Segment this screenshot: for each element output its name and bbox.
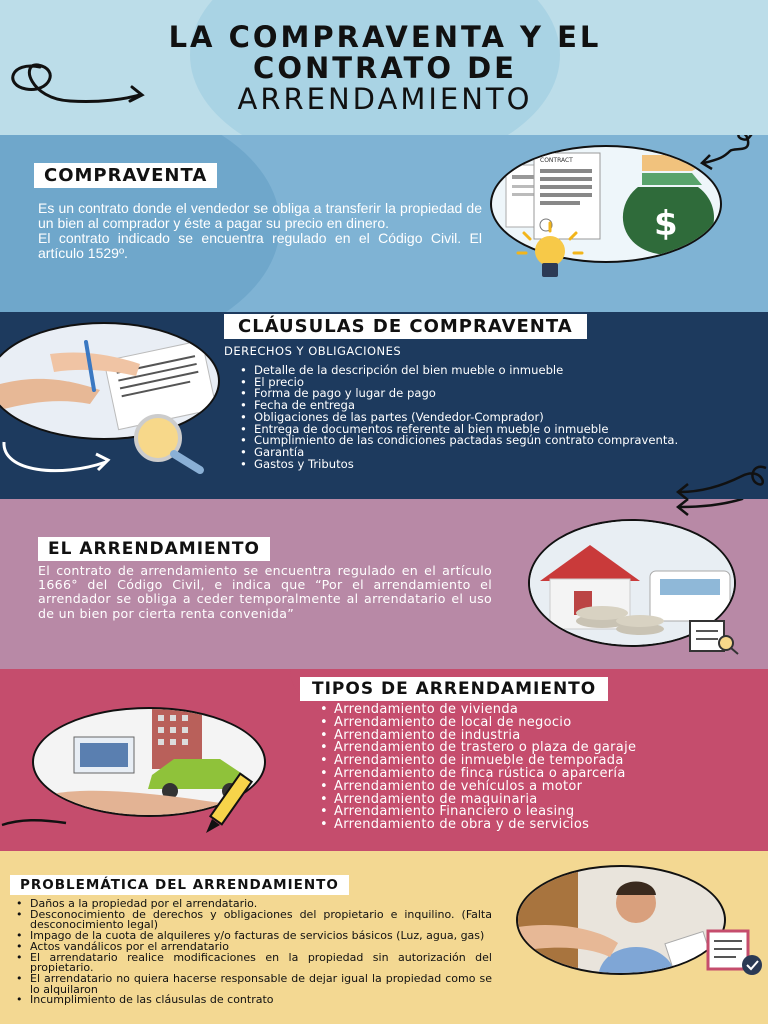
title-line-2: CONTRATO DE — [253, 51, 517, 85]
tipo-item: • Arrendamiento de trastero o plaza de garaje — [316, 742, 730, 755]
tipo-item: • Arrendamiento de obra y de servicios — [316, 819, 730, 832]
tipo-item: • Arrendamiento de vivienda — [316, 704, 730, 717]
clausula-item: • Gastos y Tributos — [236, 459, 736, 471]
curved-arrow-icon — [0, 422, 120, 482]
problematica-list — [12, 899, 492, 1006]
problematica-section — [0, 851, 768, 1024]
clausula-item: • Garantía — [236, 447, 736, 459]
clausula-item: • Forma de pago y lugar de pago — [236, 388, 736, 400]
clausula-item: • Entrega de documentos referente al bien mueble o inmueble — [236, 424, 736, 436]
problematica-heading: PROBLEMÁTICA DEL ARRENDAMIENTO — [10, 875, 349, 895]
clipboard-icon — [686, 617, 742, 657]
problema-item: • Incumplimiento de las cláusulas de contrato — [12, 995, 492, 1006]
title-line-3: ARRENDAMIENTO — [237, 82, 533, 116]
problema-item: • El arrendatario realice modificaciones en la propiedad sin autorización del propietario. — [12, 953, 492, 974]
compraventa-section — [0, 135, 768, 312]
problema-item: • Desconocimiento de derechos y obligaciones del propietario e inquilino. (Falta desconocimiento legal) — [12, 910, 492, 931]
clausula-item: • Fecha de entrega — [236, 400, 736, 412]
arrendamiento-section — [0, 499, 768, 669]
contract-word: CONTRACT — [540, 157, 573, 164]
tipos-section — [0, 669, 768, 851]
squiggle-arrow-icon — [672, 499, 768, 525]
tipos-list — [316, 704, 730, 832]
clausulas-heading: CLÁUSULAS DE COMPRAVENTA — [224, 314, 587, 339]
clausula-item: • Obligaciones de las partes (Vendedor-Comprador) — [236, 412, 736, 424]
arrendamiento-definition: El contrato de arrendamiento se encuentra regulado en el artículo 1666° del Código Civil, e indica que “Por el arrendamiento el arrendador se obliga a ceder temporalmente al arrendatario el uso de un bien por cierta renta convenida” — [38, 563, 492, 621]
compraventa-text-2: El contrato indicado se encuentra regulado en el Código Civil. El artículo 1529º. — [38, 230, 482, 261]
checklist-icon — [702, 927, 768, 977]
page-title — [60, 22, 710, 115]
tipo-item: • Arrendamiento de maquinaria — [316, 794, 730, 807]
clausulas-list — [236, 365, 736, 470]
curved-arrow-icon — [0, 799, 70, 839]
tipo-item: • Arrendamiento de finca rústica o aparcería — [316, 768, 730, 781]
tipo-item: • Arrendamiento de inmueble de temporada — [316, 755, 730, 768]
pencil-icon — [198, 769, 268, 839]
tipo-item: • Arrendamiento de local de negocio — [316, 717, 730, 730]
clausulas-subheading: DERECHOS Y OBLIGACIONES — [224, 344, 402, 358]
squiggle-arrow-icon — [672, 462, 768, 499]
compraventa-definition — [38, 201, 482, 261]
problema-item: • Daños a la propiedad por el arrendatario. — [12, 899, 492, 910]
clausula-item: • Cumplimiento de las condiciones pactadas según contrato compraventa. — [236, 435, 736, 447]
problema-item: • El arrendatario no quiera hacerse responsable de dejar igual la propiedad como se lo alquilaron — [12, 974, 492, 995]
clausulas-section — [0, 312, 768, 499]
lightbulb-icon — [516, 221, 584, 283]
problema-item: • Actos vandálicos por el arrendatario — [12, 942, 492, 953]
tipo-item: • Arrendamiento de vehículos a motor — [316, 781, 730, 794]
tipo-item: • Arrendamiento de industria — [316, 730, 730, 743]
problema-item: • Impago de la cuota de alquileres y/o facturas de servicios básicos (Luz, agua, gas) — [12, 931, 492, 942]
magnifier-icon — [124, 412, 208, 476]
clausula-item: • Detalle de la descripción del bien mueble o inmueble — [236, 365, 736, 377]
clausula-item: • El precio — [236, 377, 736, 389]
compraventa-text-1: Es un contrato donde el vendedor se obliga a transferir la propiedad de un bien al comprador y éste a pagar su precio en dinero. — [38, 200, 482, 231]
dollar-sign: $ — [654, 204, 678, 244]
title-section — [0, 0, 768, 135]
tipos-heading: TIPOS DE ARRENDAMIENTO — [300, 677, 608, 701]
tipo-item: • Arrendamiento Financiero o leasing — [316, 806, 730, 819]
title-line-1: LA COMPRAVENTA Y EL — [168, 20, 602, 54]
compraventa-heading: COMPRAVENTA — [34, 163, 217, 188]
tenant-problem-illustration — [516, 865, 726, 975]
arrendamiento-heading: EL ARRENDAMIENTO — [38, 537, 270, 561]
